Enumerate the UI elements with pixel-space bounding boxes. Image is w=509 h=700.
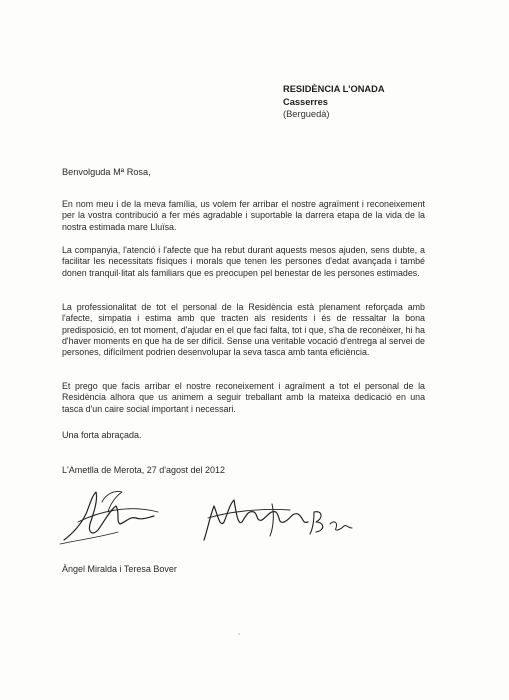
closing: Una forta abraçada. <box>62 430 142 440</box>
date-line: L'Ametlla de Merota, 27 d'agost del 2012 <box>62 465 226 475</box>
signature-angel <box>64 492 154 540</box>
paragraph-request: Et prego que facis arribar el nostre reconeixement i agraïment a tot el personal de la Residència alhora que us animem a seguir treballant amb la mateixa dedicació en una tasca d'un caire social important i necessari. <box>62 381 425 414</box>
recipient-region: (Berguedà) <box>283 109 330 119</box>
paragraph-gratitude: En nom meu i de la meva família, us volem fer arribar el nostre agraïment i reconeixement per la vostra contribució a fer més agradable i suportable la darrera etapa de la vida de la nostra estimada mare Lluïsa. <box>62 199 425 232</box>
handwritten-signatures <box>58 482 378 552</box>
recipient-name: RESIDÈNCIA L'ONADA <box>283 84 385 94</box>
recipient-address <box>283 83 385 121</box>
scan-speck <box>238 633 240 635</box>
paragraph-care: La companyia, l'atenció i l'afecte que ha rebut durant aquests mesos ajuden, sens dubte, a facilitar les necessitats físiques i morals que tenen les persones d'edat avançada i també donen tranquil·litat als familiars que es preocupen pel benestar de les persones estimades. <box>62 245 425 278</box>
paragraph-staff: La professionalitat de tot el personal de la Residència està plenament reforçada amb l'afecte, simpatia i estima amb que tracten als residents i és de ressaltar la bona predisposició, en tot moment, d'ajudar en el que faci falta, tot i que, s'ha de reconèixer, hi ha d'haver moments en que ha de ser difícil. Sense una veritable vocació d'entrega al servei de persones, difícilment podrien desenvolupar la seva tasca amb tanta eficiència. <box>62 302 425 358</box>
greeting: Benvolguda Mª Rosa, <box>62 167 151 177</box>
signature-teresa <box>204 500 308 540</box>
signers-names: Àngel Miralda i Teresa Bover <box>62 564 177 574</box>
recipient-town: Casserres <box>283 96 328 107</box>
